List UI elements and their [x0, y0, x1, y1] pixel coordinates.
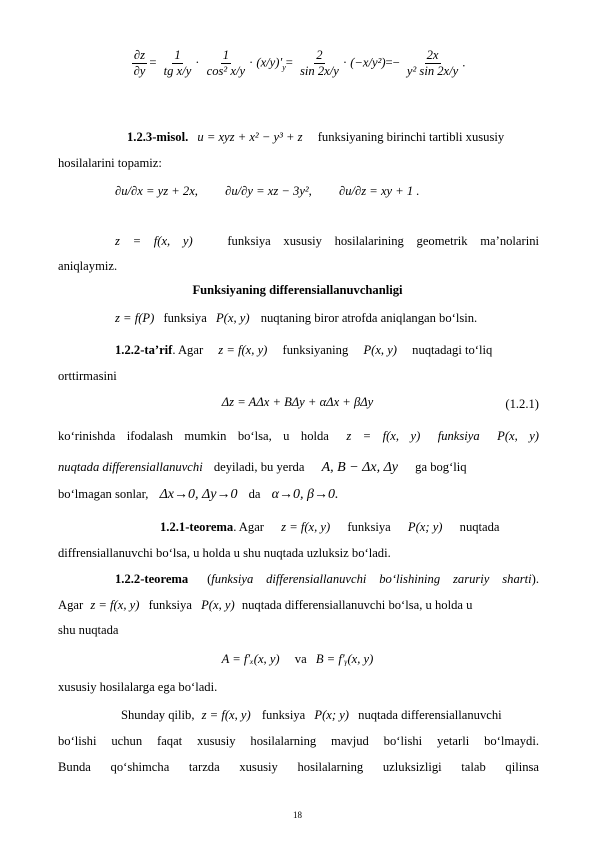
thm2-label: 1.2.2-teorema — [115, 572, 189, 586]
geo-text: funksiya xususiy hosilalarining geometrik ma’nolarini — [227, 234, 540, 248]
thm2-l2-formula: z = f(x, y) — [90, 598, 140, 612]
def-line4 — [58, 459, 539, 476]
thm2-eq-b: B = f′ᵧ(x, y) — [315, 652, 374, 666]
example-formula: u = xyz + x² − y³ + z — [197, 130, 303, 144]
thm2-l2-point: P(x, y) — [201, 598, 235, 612]
example-cont: hosilalarini topamiz: — [58, 156, 162, 170]
frac-1-cos: $\frac{1}{\text{cos² x/y}}$ — [206, 48, 246, 78]
def-l5b: da — [248, 487, 261, 501]
partial-z: ∂u/∂z = xy + 1 . — [339, 184, 420, 198]
paren-sub: y — [282, 62, 286, 72]
p1-formula: z = f(P) — [115, 311, 155, 325]
p1-text-b: nuqtaning biror atrofda aniqlangan bo‘lsin. — [260, 311, 478, 325]
thm2-l2b: funksiya — [148, 598, 192, 612]
def-label: 1.2.2-ta’rif — [115, 343, 173, 357]
example-line — [127, 129, 539, 146]
thm2-l5: xususiy hosilalarga ega bo‘ladi. — [58, 680, 218, 694]
p1-text-a: funksiya — [163, 311, 207, 325]
thm1-line — [160, 519, 539, 536]
frac-1-tg: $\frac{1}{\text{tg x/y}}$ — [163, 48, 192, 78]
last-point: P(x; y) — [314, 708, 349, 722]
thm2-italic: funksiya differensiallanuvchi bo‘lishining zaruriy sharti — [211, 572, 532, 586]
last-line — [121, 707, 539, 724]
partials-line — [115, 183, 539, 200]
thm1-label: 1.2.1-teorema — [160, 520, 234, 534]
def-line3 — [58, 428, 539, 445]
thm2-text-a: ( — [207, 572, 212, 586]
def-l5a: bo‘lmagan sonlar, — [58, 487, 149, 501]
partial-y: ∂u/∂y = xz − 3y², — [225, 184, 312, 198]
page-number: 18 — [293, 810, 302, 820]
example-text: funksiyaning birinchi tartibli xususiy — [317, 130, 505, 144]
equation-number: (1.2.1) — [505, 397, 539, 411]
def-l3a: ko‘rinishda ifodalash mumkin bo‘lsa, u holda — [58, 429, 329, 443]
last-text-a: Shunday qilib, — [121, 708, 195, 722]
thm2-l2a: Agar — [58, 598, 84, 612]
def-cont: orttirmasini — [58, 369, 117, 383]
thm1-text-b: funksiya — [347, 520, 391, 534]
def-l4c: ga bog‘liq — [415, 460, 467, 474]
partial-x: ∂u/∂x = yz + 2x, — [115, 184, 198, 198]
def-formula: z = f(x, y) — [218, 343, 268, 357]
geo-line — [115, 233, 539, 250]
def-l4b: deyiladi, bu yerda — [213, 460, 305, 474]
last-text-c: nuqtada differensiallanuvchi — [358, 708, 502, 722]
paren-derivative: (x/y)′ — [256, 55, 283, 70]
thm2-eq-a: A = f′ₓ(x, y) — [221, 652, 280, 666]
thm2-equations — [0, 652, 595, 667]
def-l3b: funksiya — [437, 429, 480, 443]
geo-formula: z = f(x, y) — [115, 234, 193, 248]
p1-point: P(x, y) — [215, 311, 250, 325]
def-l3-formula: z = f(x, y) — [346, 429, 421, 443]
last-l2: bo‘lishi uchun faqat xususiy hosilalarning mavjud bo‘lishi yetarli bo‘lmaydi. — [58, 734, 539, 748]
def-line5 — [58, 486, 539, 503]
thm1-text-c: nuqtada — [459, 520, 500, 534]
def-l4a: nuqtada differensiallanuvchi — [58, 460, 203, 474]
last-formula: z = f(x, y) — [201, 708, 251, 722]
thm2-line2 — [58, 597, 539, 614]
geo-cont: aniqlaymiz. — [58, 259, 118, 273]
frac-dz-dy: $\frac{\partial z}{\partial y}$ — [133, 48, 146, 78]
section-heading: Funksiyaning differensiallanuvchanligi — [192, 283, 403, 297]
def-l3-point: P(x, y) — [497, 429, 539, 443]
thm2-l3: shu nuqtada — [58, 623, 119, 637]
def-point: P(x, y) — [363, 343, 397, 357]
def-l4-formula: A, B − Δx, Δy — [321, 460, 399, 475]
paren-neg: (−x/y²) — [350, 55, 386, 70]
thm1-text-a: . Agar — [233, 520, 264, 534]
thm2-line — [115, 571, 539, 588]
def-text-c: nuqtadagi to‘liq — [412, 343, 493, 357]
def-equation: Δz = AΔx + BΔy + αΔx + βΔy — [221, 395, 374, 409]
thm1-point: P(x; y) — [407, 520, 443, 534]
p1-line — [115, 310, 539, 327]
thm1-formula: z = f(x, y) — [281, 520, 331, 534]
last-text-b: funksiya — [261, 708, 306, 722]
frac-2x: $\frac{2x}{\text{y² sin 2x/y}}$ — [406, 48, 459, 78]
def-text-b: funksiyaning — [282, 343, 349, 357]
thm2-va: va — [294, 652, 307, 666]
formula-top: $\frac{\partial z}{\partial y}$ = $\frac{1}{\text{tg x/y}}$ · $\frac{1}{\text{cos² x/y}}$ · $(x/y)'_y=$ $\frac{2}{\sin 2x/y}$ · (−x/y²)=− $\frac{2x}{\text{y² sin 2x/y}}$ . — [133, 48, 466, 78]
thm2-l2c: nuqtada differensiallanuvchi bo‘lsa, u holda u — [241, 598, 473, 612]
last-l3: Bunda qo‘shimcha tarzda xususiy hosilalarning uzluksizligi talab qilinsa — [58, 760, 539, 774]
def-l5-limit: α→0, β→0. — [271, 487, 339, 502]
def-text-a: . Agar — [172, 343, 204, 357]
def-l5-formula: Δx→0, Δy→0 — [159, 487, 238, 502]
def-line — [115, 342, 539, 359]
frac-2-sin: $\frac{2}{\sin 2x/y}$ — [300, 48, 339, 78]
thm2-text-b: ). — [531, 572, 539, 586]
example-label: 1.2.3-misol. — [127, 130, 189, 144]
thm1-cont: diffrensiallanuvchi bo‘lsa, u holda u shu nuqtada uzluksiz bo‘ladi. — [58, 546, 391, 560]
